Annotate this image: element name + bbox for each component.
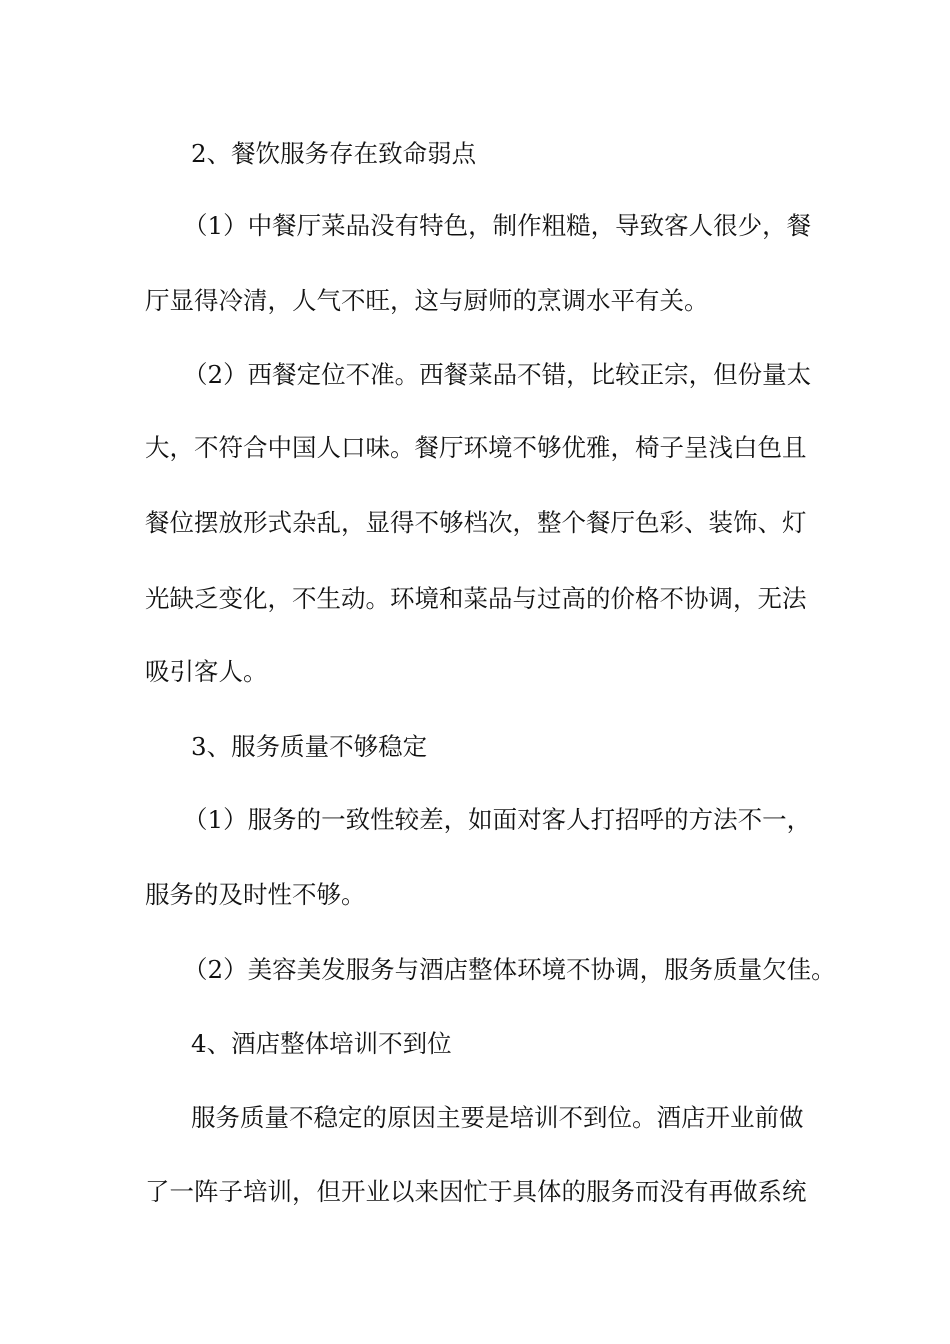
paragraph-line: （2）美容美发服务与酒店整体环境不协调，服务质量欠佳。 [183, 955, 836, 984]
paragraph-line: 厅显得冷清，人气不旺，这与厨师的烹调水平有关。 [145, 286, 709, 315]
paragraph-line: 服务的及时性不够。 [145, 880, 366, 909]
paragraph-line: 光缺乏变化，不生动。环境和菜品与过高的价格不协调，无法 [145, 584, 807, 613]
heading-service-quality: 3、服务质量不够稳定 [191, 732, 428, 761]
paragraph-line: 服务质量不稳定的原因主要是培训不到位。酒店开业前做 [191, 1103, 804, 1132]
paragraph-line: 餐位摆放形式杂乱，显得不够档次，整个餐厅色彩、装饰、灯 [145, 508, 807, 537]
paragraph-line: 了一阵子培训，但开业以来因忙于具体的服务而没有再做系统 [145, 1177, 807, 1206]
paragraph-line: （1）服务的一致性较差，如面对客人打招呼的方法不一， [183, 805, 812, 834]
heading-catering-weakness: 2、餐饮服务存在致命弱点 [191, 139, 477, 168]
paragraph-line: 吸引客人。 [145, 657, 268, 686]
paragraph-line: （2）西餐定位不准。西餐菜品不错，比较正宗，但份量太 [183, 360, 812, 389]
paragraph-line: 大，不符合中国人口味。餐厅环境不够优雅，椅子呈浅白色且 [145, 433, 807, 462]
heading-training: 4、酒店整体培训不到位 [191, 1029, 452, 1058]
paragraph-line: （1）中餐厅菜品没有特色，制作粗糙，导致客人很少，餐 [183, 211, 812, 240]
